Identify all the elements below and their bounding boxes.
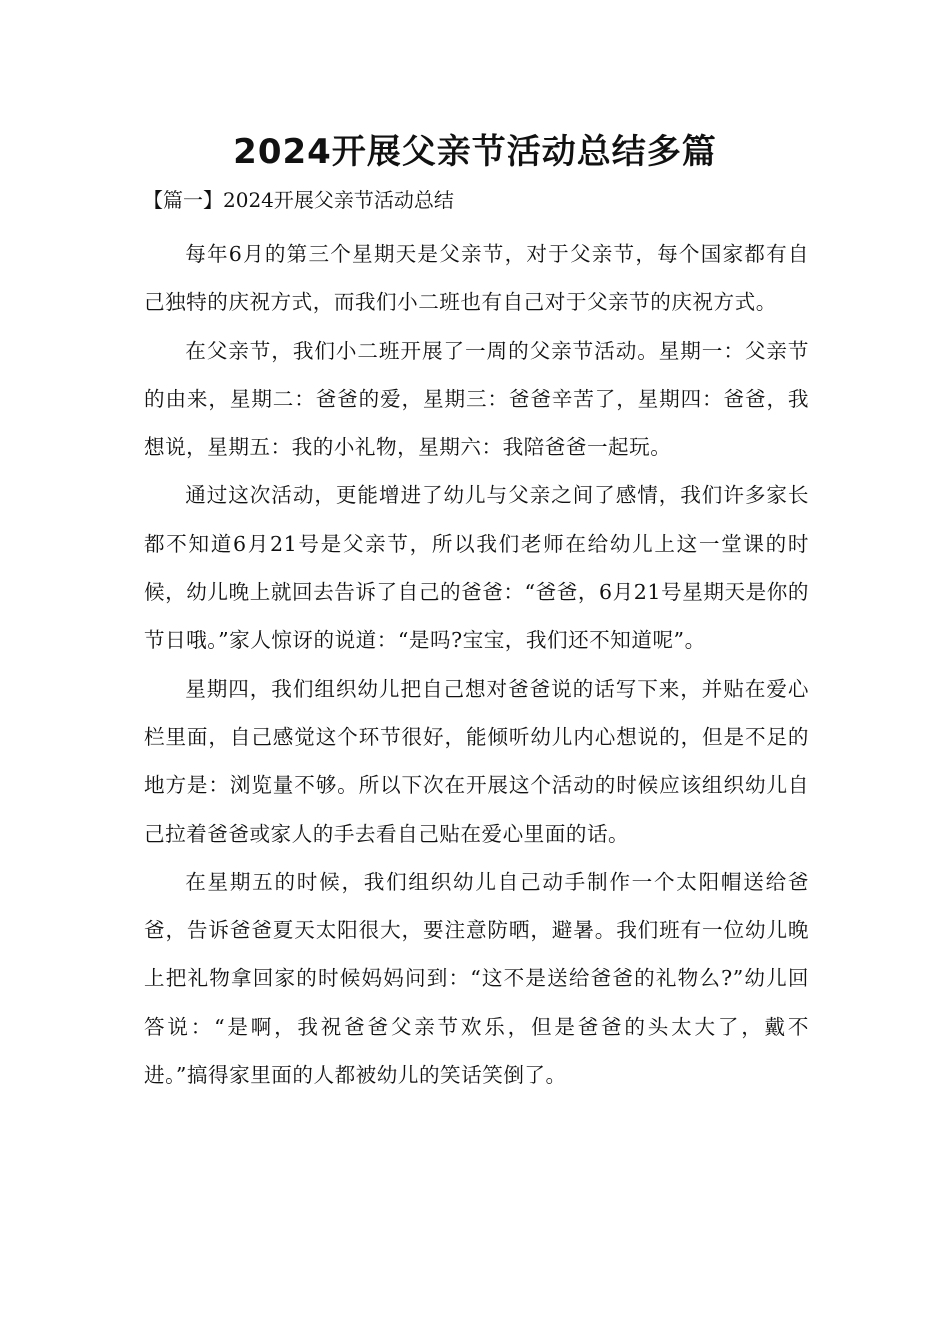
document-body — [144, 230, 809, 1099]
section-heading: 【篇一】2024开展父亲节活动总结 — [143, 188, 454, 212]
paragraph-1: 每年6月的第三个星期天是父亲节，对于父亲节，每个国家都有自己独特的庆祝方式，而我们小二班也有自己对于父亲节的庆祝方式。 — [144, 242, 809, 315]
paragraph-2: 在父亲节，我们小二班开展了一周的父亲节活动。星期一：父亲节的由来，星期二：爸爸的爱，星期三：爸爸辛苦了，星期四：爸爸，我想说，星期五：我的小礼物，星期六：我陪爸爸一起玩。 — [144, 338, 809, 460]
paragraph-3: 通过这次活动，更能增进了幼儿与父亲之间了感情，我们许多家长都不知道6月21号是父亲节，所以我们老师在给幼儿上这一堂课的时候，幼儿晚上就回去告诉了自己的爸爸：“爸爸，6月21号星期天是你的节日哦。”家人惊讶的说道：“是吗?宝宝，我们还不知道呢”。 — [144, 483, 809, 653]
paragraph-4: 星期四，我们组织幼儿把自己想对爸爸说的话写下来，并贴在爱心栏里面，自己感觉这个环节很好，能倾听幼儿内心想说的，但是不足的地方是：浏览量不够。所以下次在开展这个活动的时候应该组织幼儿自己拉着爸爸或家人的手去看自己贴在爱心里面的话。 — [144, 676, 809, 846]
document-title: 2024开展父亲节活动总结多篇 — [233, 132, 717, 172]
paragraph-5: 在星期五的时候，我们组织幼儿自己动手制作一个太阳帽送给爸爸，告诉爸爸夏天太阳很大，要注意防晒，避暑。我们班有一位幼儿晚上把礼物拿回家的时候妈妈问到：“这不是送给爸爸的礼物么?”幼儿回答说：“是啊，我祝爸爸父亲节欢乐，但是爸爸的头太大了，戴不进。”搞得家里面的人都被幼儿的笑话笑倒了。 — [144, 869, 809, 1088]
